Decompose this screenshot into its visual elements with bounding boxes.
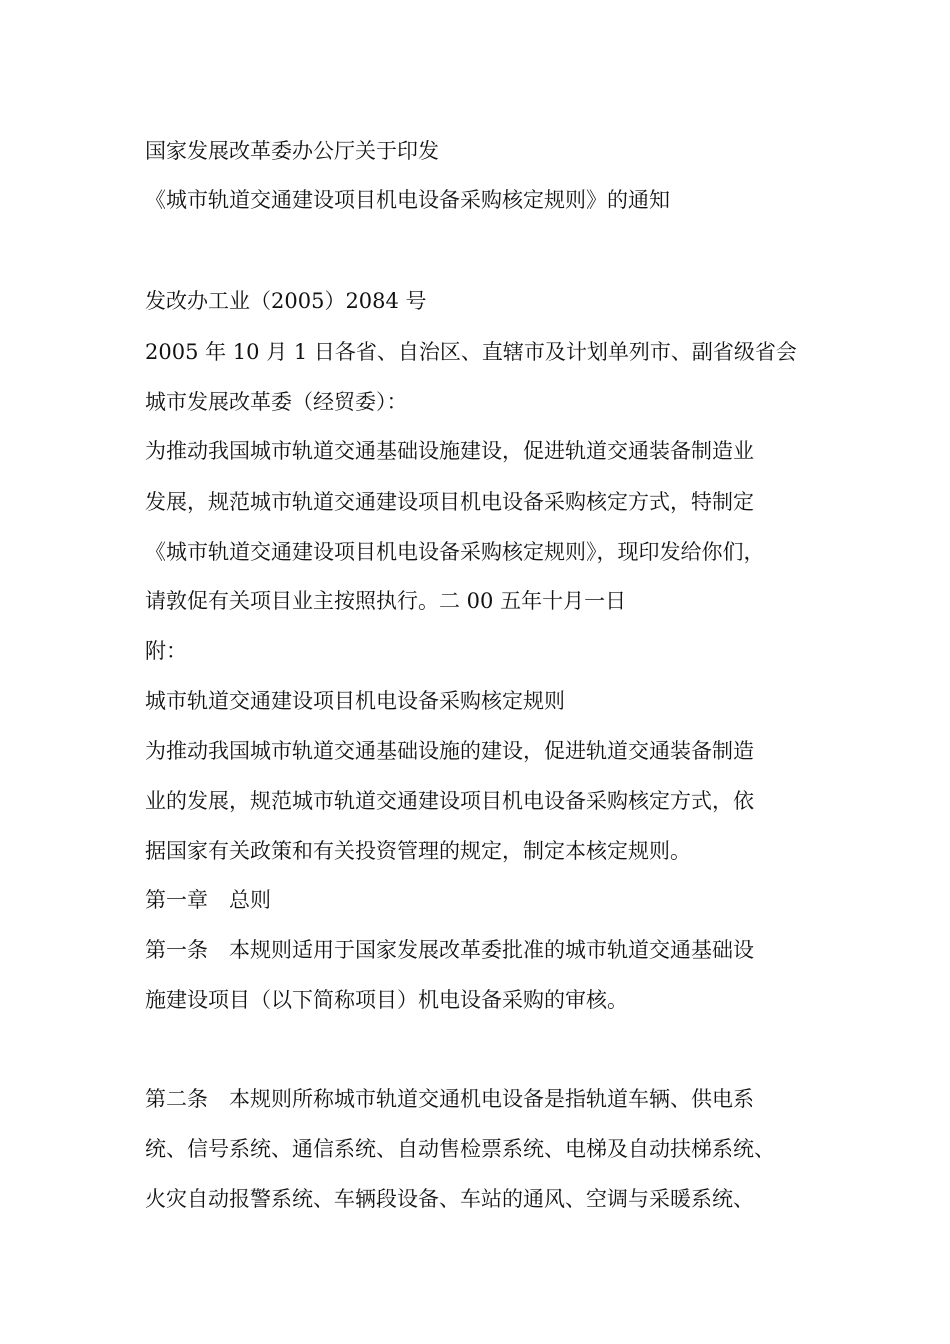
rules-intro-line: 业的发展，规范城市轨道交通建设项目机电设备采购核定方式，依 [145,789,754,813]
article-2-line-1: 第二条 本规则所称城市轨道交通机电设备是指轨道车辆、供电系 [145,1087,754,1111]
article-2-line-2: 统、信号系统、通信系统、自动售检票系统、电梯及自动扶梯系统、 [145,1137,775,1161]
rules-intro-line: 据国家有关政策和有关投资管理的规定，制定本核定规则。 [145,839,691,863]
notice-title-line-1: 国家发展改革委办公厅关于印发 [145,139,439,163]
addressee-line-2: 城市发展改革委（经贸委）： [145,390,408,414]
attachment-label: 附： [145,639,187,663]
rules-intro-line: 为推动我国城市轨道交通基础设施的建设，促进轨道交通装备制造 [145,739,754,763]
body-line: 为推动我国城市轨道交通基础设施建设，促进轨道交通装备制造业 [145,439,754,463]
article-1-line-1: 第一条 本规则适用于国家发展改革委批准的城市轨道交通基础设 [145,938,754,962]
chapter-heading: 第一章 总则 [145,888,271,912]
notice-title-line-2: 《城市轨道交通建设项目机电设备采购核定规则》的通知 [145,188,670,212]
article-2-line-3: 火灾自动报警系统、车辆段设备、车站的通风、空调与采暖系统、 [145,1187,754,1211]
body-line: 发展，规范城市轨道交通建设项目机电设备采购核定方式，特制定 [145,490,754,514]
body-line: 请敦促有关项目业主按照执行。二 00 五年十月一日 [145,589,627,613]
document-number: 发改办工业（2005）2084 号 [145,289,427,313]
rules-title: 城市轨道交通建设项目机电设备采购核定规则 [145,689,565,713]
addressee-line-1: 2005 年 10 月 1 日各省、自治区、直辖市及计划单列市、副省级省会 [145,340,797,364]
body-line: 《城市轨道交通建设项目机电设备采购核定规则》，现印发给你们， [145,540,765,564]
article-1-line-2: 施建设项目（以下简称项目）机电设备采购的审核。 [145,988,628,1012]
